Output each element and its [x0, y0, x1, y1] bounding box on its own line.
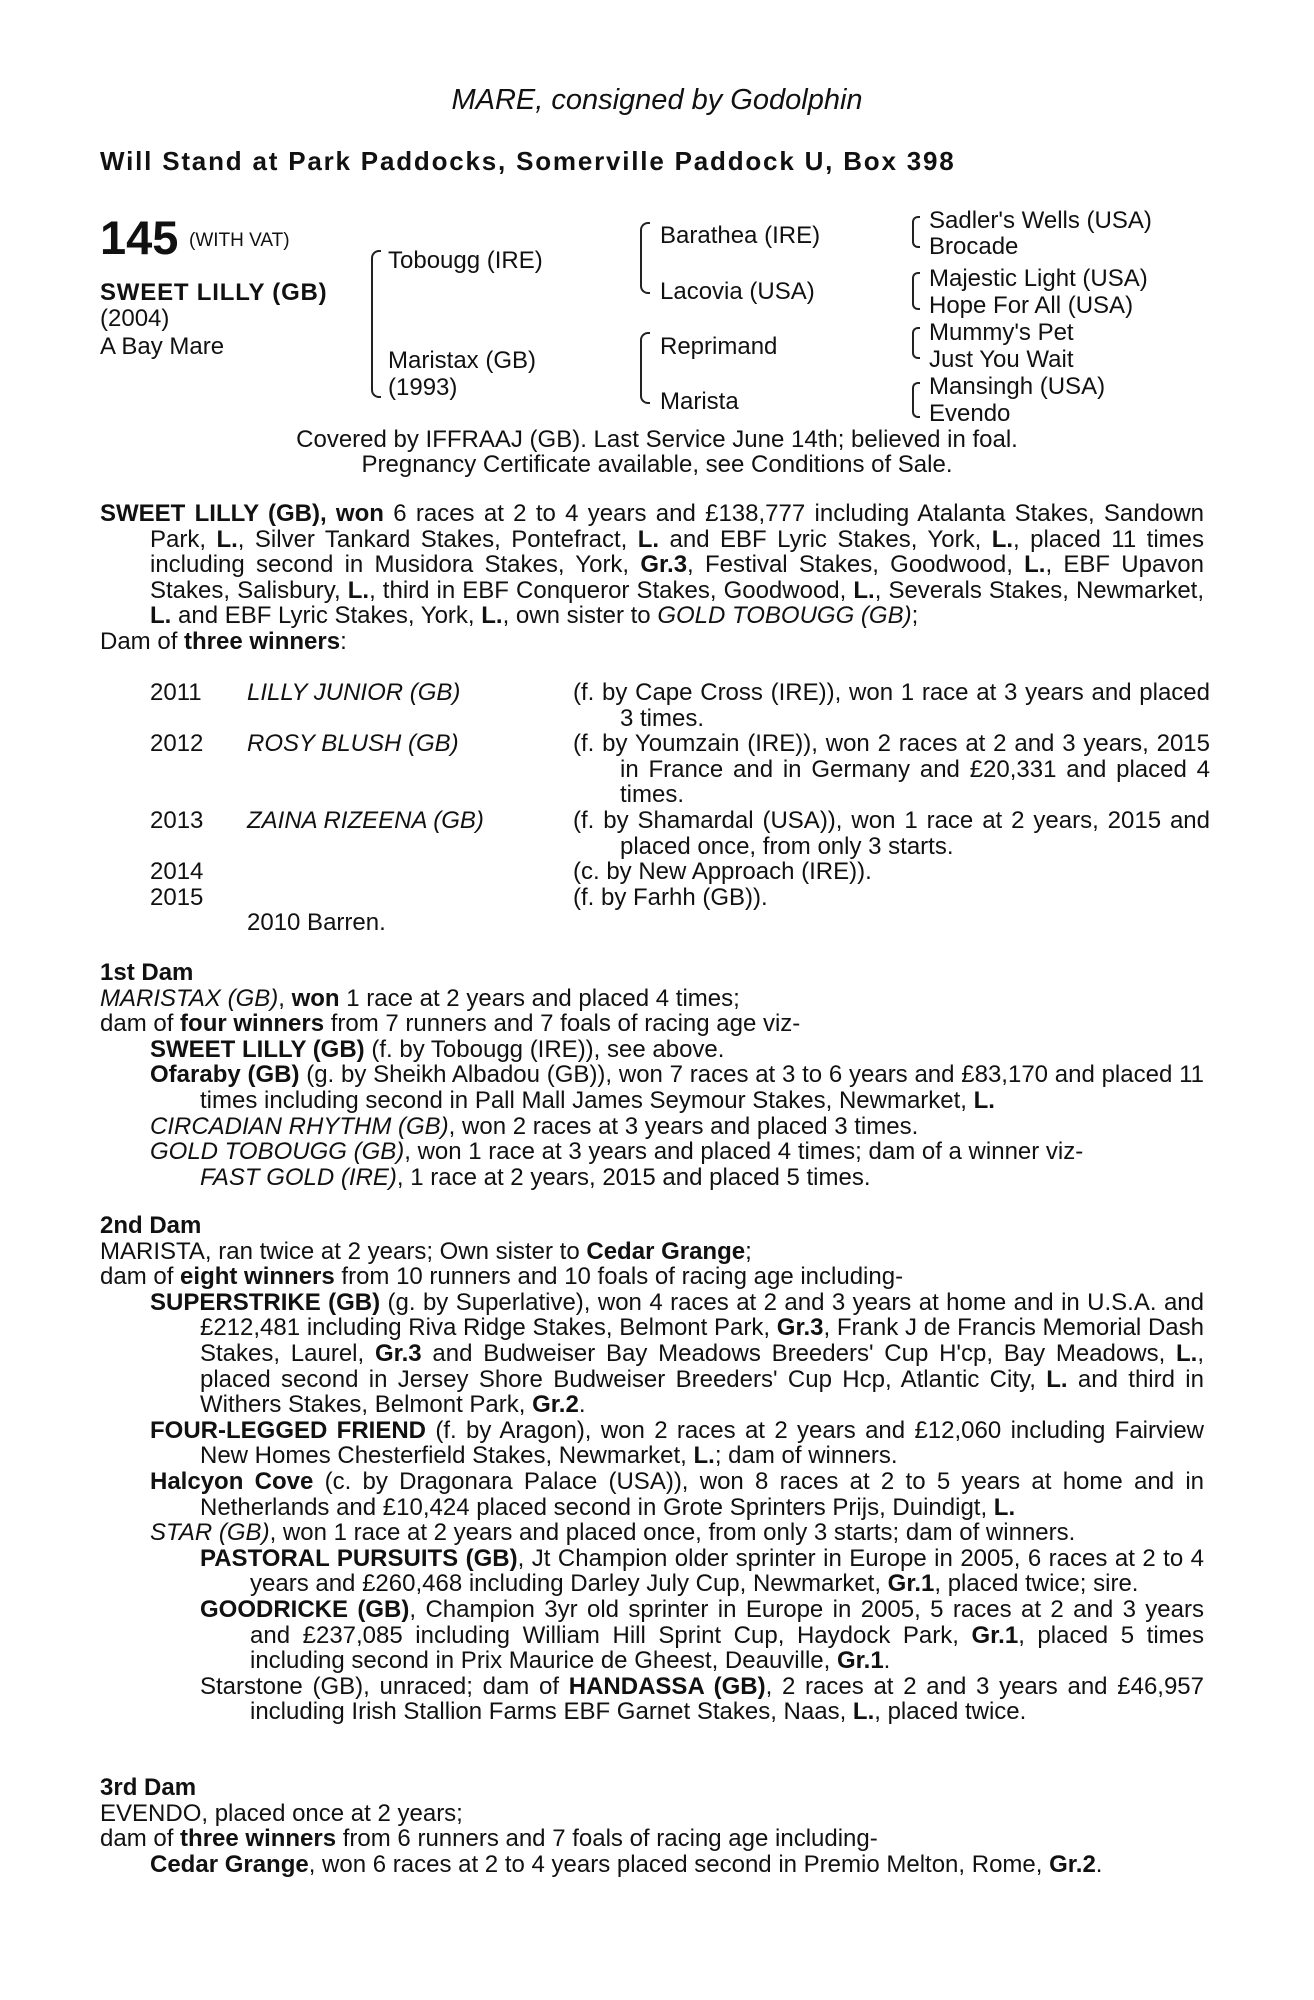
horse-year: (2004): [100, 305, 170, 332]
pedigree-dsd: Just You Wait: [929, 346, 1074, 373]
pedigree-dss: Mummy's Pet: [929, 319, 1074, 346]
pedigree-brace: [640, 332, 650, 404]
pedigree-dam-sire: Reprimand: [660, 333, 778, 360]
progeny-row: 2015 (f. by Farhh (GB)).: [150, 883, 768, 911]
pedigree-sire: Tobougg (IRE): [388, 247, 543, 274]
barren-line: 2010 Barren.: [247, 909, 386, 937]
pedigree-sds: Majestic Light (USA): [929, 265, 1148, 292]
pedigree-dds: Mansingh (USA): [929, 373, 1106, 400]
pedigree-dam-year: (1993): [388, 374, 458, 401]
stand-location: Will Stand at Park Paddocks, Somerville Paddock U, Box 398: [100, 146, 956, 176]
pedigree-sire-sire: Barathea (IRE): [660, 222, 821, 249]
record-name: SWEET LILLY (GB): [100, 500, 320, 527]
horse-description: A Bay Mare: [100, 333, 225, 360]
third-dam-heading: 3rd Dam: [100, 1774, 197, 1801]
pedigree-ddd: Evendo: [929, 400, 1011, 427]
second-dam-section: 2nd Dam MARISTA, ran twice at 2 years; Own sister to Cedar Grange; dam of eight winners from 10 runners and 10 foals of racing age including- SUPERSTRIKE (GB) (g. by Superlative), won 4 races at 2 and 3 years at home and in U.S.A. and £212,481 including Riva Ridge Stakes, Belmont Park, Gr.3, Frank J de Francis Memorial Dash Stakes, Laurel, Gr.3 and Budweiser Bay Meadows Breeders' Cup H'cp, Bay Meadows, L., placed second in Jersey Shore Budweiser Breeders' Cup Hcp, Atlantic City, L. and third in Withers Stakes, Belmont Park, Gr.2. FOUR-LEGGED FRIEND (f. by Aragon), won 2 races at 2 years and £12,060 including Fairview New Homes Chesterfield Stakes, Newmarket, L.; dam of winners. Halcyon Cove (c. by Dragonara Palace (USA)), won 8 races at 2 to 5 years at home and in Netherlands and £10,424 placed second in Grote Sprinters Prijs, Duindigt, L. STAR (GB), won 1 race at 2 years and placed once, from only 3 starts; dam of winners. PASTORAL PURSUITS (GB), Jt Champion older sprinter in Europe in 2005, 6 races at 2 to 4 years and £260,468 including Darley July Cup, Newmarket, Gr.1, placed twice; sire. GOODRICKE (GB), Champion 3yr old sprinter in Europe in 2005, 5 races at 2 and 3 years and £237,085 including William Hill Sprint Cup, Haydock Park, Gr.1, placed 5 times including second in Prix Maurice de Gheest, Deauville, Gr.1. Starstone (GB), unraced; dam of HANDASSA (GB), 2 races at 2 and 3 years and £46,957 including Irish Stallion Farms EBF Garnet Stakes, Naas, L., placed twice.: [100, 1212, 1205, 1726]
first-dam-section: 1st Dam MARISTAX (GB), won 1 race at 2 years and placed 4 times; dam of four winners from 7 runners and 7 foals of racing age viz- SWEET LILLY (GB) (f. by Tobougg (IRE)), see above. Ofaraby (GB) (g. by Sheikh Albadou (GB)), won 7 races at 3 to 6 years and £83,170 and placed 11 times including second in Pall Mall James Seymour Stakes, Newmarket, L. CIRCADIAN RHYTHM (GB), won 2 races at 3 years and placed 3 times. GOLD TOBOUGG (GB), won 1 race at 3 years and placed 4 times; dam of a winner viz- FAST GOLD (IRE), 1 race at 2 years, 2015 and placed 5 times.: [100, 959, 1204, 1191]
race-record: SWEET LILLY (GB), won 6 races at 2 to 4 years and £138,777 including Atalanta Stakes, Sandown Park, L., Silver Tankard Stakes, Pontefract, L. and EBF Lyric Stakes, York, L., placed 11 times including second in Musidora Stakes, York, Gr.3, Festival Stakes, Goodwood, L., EBF Upavon Stakes, Salisbury, L., third in EBF Conqueror Stakes, Goodwood, L., Severals Stakes, Newmarket, L. and EBF Lyric Stakes, York, L., own sister to GOLD TOBOUGG (GB); Dam of three winners:: [100, 500, 1205, 655]
pedigree-dam: Maristax (GB): [388, 347, 537, 374]
progeny-row: 2013 ZAINA RIZEENA (GB) (f. by Shamardal (USA)), won 1 race at 2 years, 2015 and placed once, from only 3 starts.: [150, 806, 1210, 860]
page-header: MARE, consigned by Godolphin: [451, 84, 863, 116]
first-dam-heading: 1st Dam: [100, 959, 194, 986]
pedigree-sdd: Hope For All (USA): [929, 292, 1134, 319]
pedigree-brace: [371, 250, 381, 398]
pedigree-sire-dam: Lacovia (USA): [660, 278, 815, 305]
pedigree-brace: [912, 272, 920, 310]
pedigree-sss: Sadler's Wells (USA): [929, 207, 1152, 234]
lot-number: 145: [100, 211, 179, 264]
pregnancy-line: Pregnancy Certificate available, see Conditions of Sale.: [361, 451, 953, 478]
pedigree-brace: [912, 327, 920, 359]
progeny-row: 2014 (c. by New Approach (IRE)).: [150, 858, 872, 886]
pedigree-brace: [912, 382, 920, 418]
progeny-row: 2012 ROSY BLUSH (GB) (f. by Youmzain (IRE)), won 2 races at 2 and 3 years, 2015 in France and in Germany and £20,331 and placed 4 times.: [150, 730, 1210, 809]
horse-name: SWEET LILLY (GB): [100, 279, 328, 306]
pedigree-brace: [912, 216, 920, 248]
covered-line: Covered by IFFRAAJ (GB). Last Service June 14th; believed in foal.: [296, 426, 1018, 453]
pedigree-ssd: Brocade: [929, 233, 1019, 260]
second-dam-heading: 2nd Dam: [100, 1212, 202, 1239]
progeny-row: 2011 LILLY JUNIOR (GB) (f. by Cape Cross (IRE)), won 1 race at 3 years and placed 3 times.: [150, 679, 1210, 732]
progeny-list: [150, 680, 1210, 936]
third-dam-section: 3rd Dam EVENDO, placed once at 2 years; dam of three winners from 6 runners and 7 foals of racing age including- Cedar Grange, won 6 races at 2 to 4 years placed second in Premio Melton, Rome, Gr.2.: [100, 1775, 1204, 1877]
dam-of-line: Dam of three winners:: [100, 627, 347, 655]
pedigree-brace: [640, 222, 650, 294]
vat-note: (WITH VAT): [189, 230, 290, 251]
pedigree-dam-dam: Marista: [660, 388, 739, 415]
